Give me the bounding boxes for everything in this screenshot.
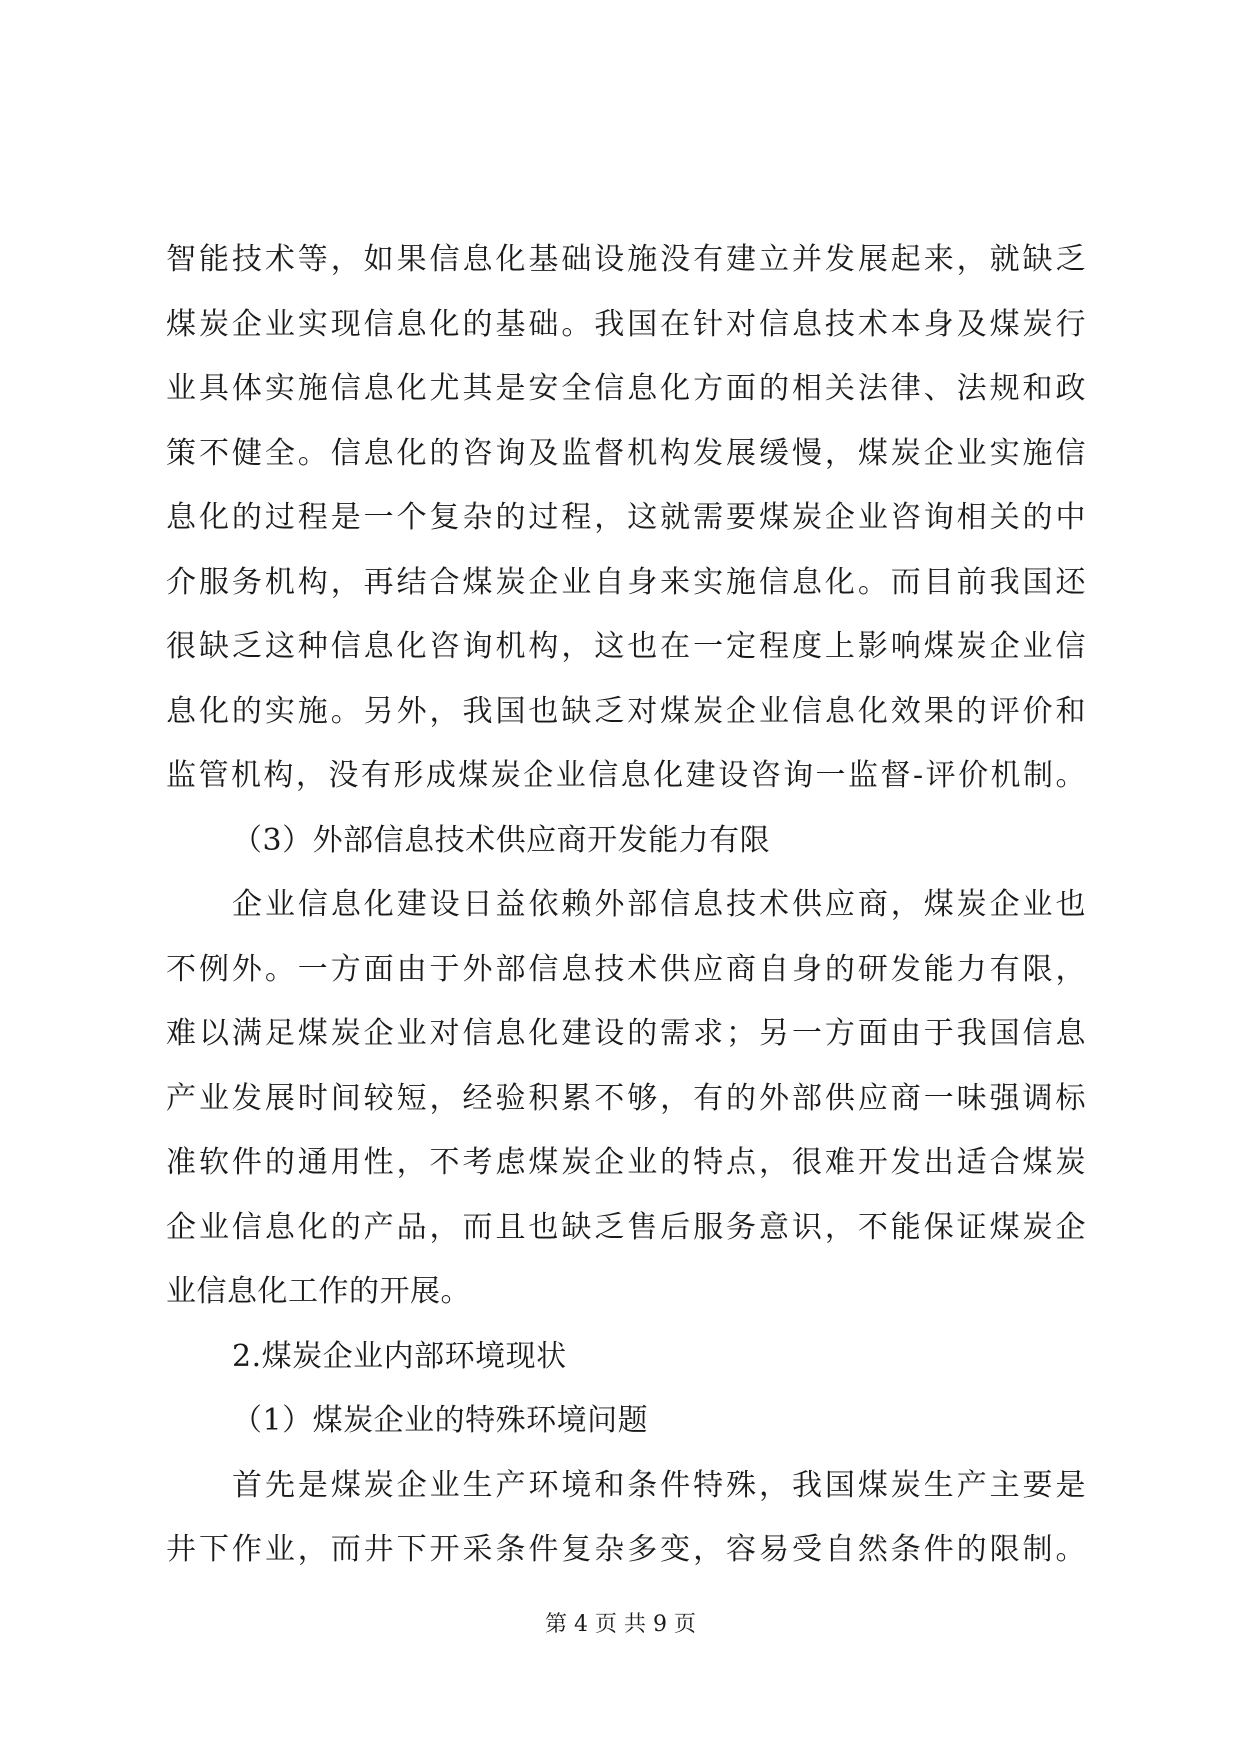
text-line: 难以满足煤炭企业对信息化建设的需求；另一方面由于我国信息 — [166, 1016, 1086, 1051]
text-line: 首先是煤炭企业生产环境和条件特殊，我国煤炭生产主要是 — [232, 1467, 1086, 1503]
section-heading: （3）外部信息技术供应商开发能力有限 — [232, 822, 771, 858]
text-line: 煤炭企业实现信息化的基础。我国在针对信息技术本身及煤炭行 — [166, 306, 1086, 342]
text-line: 介服务机构，再结合煤炭企业自身来实施信息化。而目前我国还 — [166, 564, 1086, 600]
text-line: 业具体实施信息化尤其是安全信息化方面的相关法律、法规和政 — [166, 371, 1086, 406]
text-line: 不例外。一方面由于外部信息技术供应商自身的研发能力有限， — [166, 951, 1086, 987]
text-line: 息化的实施。另外，我国也缺乏对煤炭企业信息化效果的评价和 — [166, 693, 1086, 729]
section-heading: 2.煤炭企业内部环境现状 — [232, 1338, 567, 1374]
text-line: 井下作业，而井下开采条件复杂多变，容易受自然条件的限制。 — [166, 1532, 1086, 1567]
text-line: 策不健全。信息化的咨询及监督机构发展缓慢，煤炭企业实施信 — [166, 435, 1086, 471]
text-line: 智能技术等，如果信息化基础设施没有建立并发展起来，就缺乏 — [166, 242, 1086, 277]
text-line: 监管机构，没有形成煤炭企业信息化建设咨询一监督-评价机制。 — [166, 758, 1086, 793]
section-heading: （1）煤炭企业的特殊环境问题 — [232, 1403, 649, 1438]
text-line: 很缺乏这种信息化咨询机构，这也在一定程度上影响煤炭企业信 — [166, 629, 1086, 664]
text-line: 企业信息化的产品，而且也缺乏售后服务意识，不能保证煤炭企 — [166, 1209, 1086, 1245]
text-line: 息化的过程是一个复杂的过程，这就需要煤炭企业咨询相关的中 — [166, 500, 1086, 535]
document-body — [166, 228, 1086, 1583]
text-line: 产业发展时间较短，经验积累不够，有的外部供应商一味强调标 — [166, 1080, 1086, 1116]
text-line: 准软件的通用性，不考虑煤炭企业的特点，很难开发出适合煤炭 — [166, 1145, 1086, 1180]
text-line: 企业信息化建设日益依赖外部信息技术供应商，煤炭企业也 — [232, 887, 1086, 922]
page-number: 第 4 页 共 9 页 — [545, 1612, 696, 1637]
text-line: 业信息化工作的开展。 — [166, 1274, 471, 1309]
